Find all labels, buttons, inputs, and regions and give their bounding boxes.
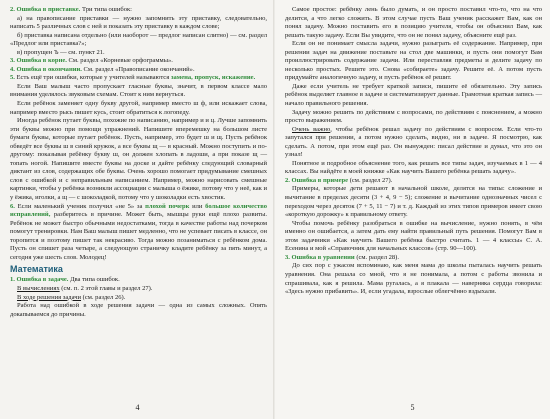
- item-number: 3.: [285, 253, 292, 261]
- page-number: 5: [410, 403, 415, 413]
- paragraph: Если Ваш малыш часто пропускает гласные буквы, значит, в первом классе мало внимания уделялось звуковым схемам. Стоит к ним вернуться.: [10, 82, 267, 99]
- underlined-term: Очень важно: [292, 125, 331, 133]
- item-text: (см. раздел 27).: [348, 176, 393, 184]
- item-text: Два типа ошибок.: [68, 276, 120, 284]
- paragraph: Иногда ребёнок путает буквы, похожие по написанию, например и и ц. Лучше запомнить эти буквы можно при помощи упражнений. Напишите вперемешку на большом листе бумаги буквы, которые путает ребёнок. Пусть, например, это будет ш и щ. Пусть ребёнок обведёт все буквы ш в синий кружок, а все буквы щ — в красный. Можно поступить и по-другому: показывая ребёнку букву ш, он должен хлопать в ладоши, а при показе щ — топать ногой. Напишите вместе буквы на доске и дайте ребёнку следующий словарный диктант из слов, содержащих обе буквы. Очень хорошо помогает придумывание смешных слов с ошибкой и с неправильным написанием. Например, можно нарисовать смешные картинки, чтобы у ребёнка возникли ассоциации с малыша о ёжике, потому что у неё, как и у ёжика, иголки, а щ — с шоколадкой, потому что у шоколадки есть хвостик.: [10, 117, 267, 202]
- item-text: См. раздел «Корневые орфограммы».: [66, 57, 173, 65]
- item-highlight: большое количество исправлений,: [10, 202, 267, 219]
- item-text: (см. раздел 28).: [354, 253, 399, 261]
- item-text: (см. п. 2 этой главы и раздел 27).: [59, 284, 153, 292]
- paragraph: [285, 126, 542, 160]
- item-title: Ошибка в уравнении: [291, 253, 355, 261]
- paragraph: [10, 285, 267, 294]
- item-text: разберитесь в причине. Может быть, мышцы руки ещё плохо развиты. Ребёнок не может быстро обычными недостатками, тогда в качестве работы над почерком помогут тренировки. Нам Ваш малыш пишет медленно, что не успевает писать в классе, он торопится и поэтому пишет так некрасиво. Тогда можно позаниматься с ребёнком дома. Пусть он спишет раза четыре, а следующую страничку кладите ребёнку за пять минут, а сегодня уже шесть слов. Молодец!: [10, 211, 267, 261]
- paragraph: Самое простое: ребёнку лень было думать, и он просто поставил что-то, что на что делится, а что легко сложить. В этом случае пусть Ваш ученик расскажет Вам, как он понял задачу. Можно поставить его в позицию учителя, чтобы он объяснил Вам, как решать такую задачу. Если Вы увидите, что он не понял задачу, объясните ещё раз.: [285, 6, 542, 39]
- item-title: Ошибка в задаче.: [16, 276, 69, 284]
- item-number: 5.: [10, 74, 17, 82]
- item-highlight: плохой почерк: [145, 202, 190, 210]
- list-item: [10, 203, 267, 263]
- item-title: Ошибка в примере: [291, 176, 349, 184]
- list-item: [10, 57, 267, 66]
- list-item: [10, 6, 267, 15]
- item-number: 1.: [10, 276, 17, 284]
- paragraph: Понятное и подробное объяснение того, как решать все типы задач, изучаемых в 1 — 4 классах. Вы найдёте в моей книжке «Как научить Вашего ребёнка решать задачу».: [285, 159, 542, 176]
- item-text: Есть ещё три ошибки, которые у учителей называются: [16, 74, 171, 82]
- paragraph: Даже если учитель не требует краткой записи, пишите её обязательно. Эту запись ребёнок выделяет главное в задаче и систематизирует данные. Грамотная краткая запись — начало правильного решения.: [285, 82, 542, 108]
- right-page: [275, 0, 550, 419]
- item-title: Ошибка в корне.: [16, 57, 67, 65]
- underlined-term: В вычислениях: [17, 284, 60, 292]
- paragraph: Если он не понимает смысла задачи, нужно разыграть её содержание. Например, при решении задач на движение поставьте на стол две машинки, и пусть они помогут Вам проиллюстрировать содержание задачи. Или переставляя предметы и делите задачу по несколько простых. Решите это. Снова «собираете» задачу. Решите её. А потом пусть придумайте аналогичную задачу, и пусть ребёнок её решит.: [285, 40, 542, 82]
- list-item: [10, 276, 267, 285]
- item-highlight: замена, пропуск, искажение.: [170, 74, 256, 82]
- item-number: 2.: [10, 6, 17, 13]
- paragraph: Чтобы помочь ребёнку разобраться в ошибке на вычисление, нужно понять, в чём именно он ошибается, а затем дать ему найти правильный путь решения. Помогут Вам в этом задачники «Как научить Вашего ребёнка быстро считать. 1 — 4 классы» С. А. Есенина и мой «Справочник для начальных классов» (стр. 90—100).: [285, 219, 542, 253]
- paragraph: Примеры, которые дети решают в начальной школе, делятся на типы: сложение и вычитание в пределах десяти (3 + 4, 9 − 5); сложение и вычитание однозначных чисел с переходом через десяток (7 + 5, 11 − 7) и т. д. Каждый из этих типов примеров имеет свою «короткую дорожку» к правильному ответу.: [285, 185, 542, 219]
- underlined-term: В ходе решения задачи: [17, 293, 82, 301]
- item-text: , чтобы ребёнок решал задачу по действиям с вопросом. Если что-то запутался при решении, а потом нужно сделать, видно, ни в задаче. Я посмотрю, как сделать. А потом, при этом ещё раз. Он вынужден: писал действие и думал, что это он узнал!: [285, 125, 543, 159]
- paragraph: Задачу можно решить по действиям с вопросами, по действиям с пояснением, а можно просто выражением.: [285, 108, 542, 125]
- item-number: 3.: [10, 57, 17, 65]
- item-number: 6.: [10, 202, 18, 210]
- list-item: [10, 74, 267, 83]
- paragraph: До сих пор с ужасом вспоминаю, как меня мама до школы пыталась научить решать уравнения. Она решала со мной, что я не понимала, а потом с работы звонила и спрашивала, как я решила. Мама ругалась, а я плакала — наверняка сердца говорила: «Здесь нужно прибавить». И, если угадала, взрослые облегчённо вздыхали.: [285, 262, 542, 296]
- paragraph: Работа над ошибкой в ходе решения задачи — одна из самых сложных. Опять докапываемся до причины.: [10, 302, 267, 318]
- item-number: 2.: [285, 176, 292, 184]
- paragraph: в) пропущен Ъ — см. пункт 21.: [17, 48, 105, 56]
- list-item: [285, 177, 542, 186]
- paragraph: Если ребёнок заменяет одну букву другой, например вместо ш ф, или искажает слова, например вместо рысь пишет кусь, стоит обратиться к логопеду.: [10, 100, 267, 116]
- item-title: Ошибка в приставке.: [16, 6, 81, 13]
- item-text: или: [189, 202, 206, 210]
- paragraph: а) на правописание приставки — нужно запомнить эту приставку, следовательно, написать 5 различных слов с ней и показать эту приставку в каждом слове;: [10, 14, 267, 31]
- page-number: 4: [135, 403, 140, 413]
- item-text: (см. раздел 26).: [81, 293, 126, 301]
- item-text: Если маленький ученик получил «не 5» за: [17, 202, 146, 210]
- item-text: Три типа ошибок:: [80, 6, 132, 13]
- item-number: 4.: [10, 65, 17, 73]
- list-item: [285, 254, 542, 263]
- paragraph: б) приставка написана отдельно (или наоборот — предлог написан слитно) — см. раздел «Предлог или приставка?»;: [10, 31, 267, 48]
- item-text: См. раздел «Правописание окончаний».: [81, 65, 195, 73]
- section-heading: Математика: [10, 264, 63, 275]
- list-item: [10, 66, 267, 75]
- paragraph: [10, 294, 267, 303]
- item-title: Ошибка в окончании.: [16, 65, 82, 73]
